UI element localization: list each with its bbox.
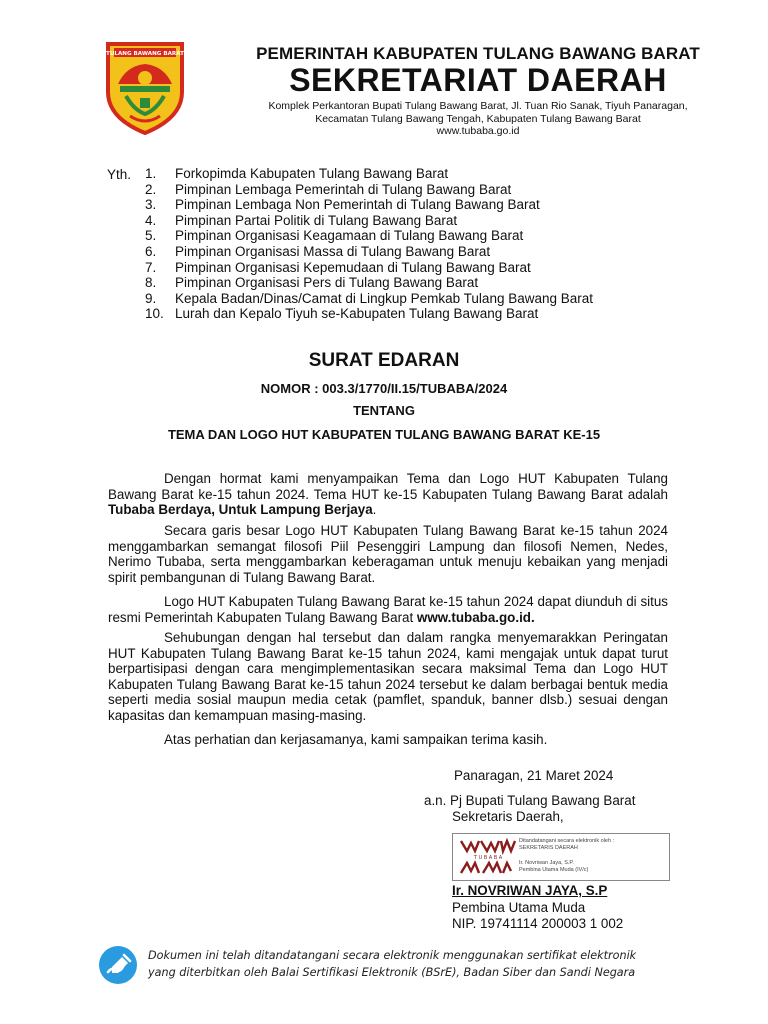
stamp-line-1: Ditandatangani secara elektronik oleh : (519, 838, 615, 844)
list-item-number: 8. (145, 275, 157, 291)
address-line-1: Komplek Perkantoran Bupati Tulang Bawang Barat, Jl. Tuan Rio Sanak, Tiyuh Panaragan, (268, 100, 688, 112)
list-item (145, 182, 593, 198)
list-item (145, 166, 593, 182)
stamp-text (519, 838, 614, 874)
paragraph-2-text: Secara garis besar Logo HUT Kabupaten Tulang Bawang Barat ke-15 tahun 2024 menggambarkan semangat filosofi Piil Pesenggiri Lampung dan filosofi Nemen, Nedes, Nerimo Tubaba, serta menggambarkan keberagaman untuk menuju kebaikan yang menjadi spirit pembangunan di Tulang Bawang Barat. (108, 523, 668, 585)
paragraph-5-text: Atas perhatian dan kerjasamanya, kami sampaikan terima kasih. (164, 732, 548, 747)
paragraph-4-text: Sehubungan dengan hal tersebut dan dalam rangka menyemarakkan Peringatan HUT Kabupaten Tulang Bawang Barat ke-15 tahun 2024, kami mengajak untuk dapat turut berpartisipasi dengan cara mengimplementasikan secara maksimal Tema dan Logo HUT Kabupaten Tulang Bawang Barat ke-15 tahun 2024 tersebut ke dalam berbagai bentuk media seperti media sosial maupun media cetak (pamflet, spanduk, banner dlsb.) sesuai dengan kapasitas dan kemampuan masing-masing. (108, 630, 668, 723)
list-item-number: 10. (145, 306, 164, 322)
signer-nip: NIP. 19741114 200003 1 002 (452, 916, 624, 931)
list-item-number: 4. (145, 212, 157, 228)
list-item-text: Kepala Badan/Dinas/Camat di Lingkup Pemkab Tulang Bawang Barat (175, 290, 594, 306)
list-item (145, 197, 593, 213)
document-number: NOMOR : 003.3/1770/II.15/TUBABA/2024 (260, 381, 508, 396)
list-item-text: Pimpinan Organisasi Pers di Tulang Bawang Barat (175, 275, 479, 291)
recipients-label: Yth. (107, 167, 132, 182)
list-item-number: 1. (145, 166, 157, 181)
document-subject: TEMA DAN LOGO HUT KABUPATEN TULANG BAWANG BARAT KE-15 (167, 427, 601, 442)
bsre-certificate-icon (98, 945, 138, 985)
signature-authority (424, 793, 635, 824)
list-item-number: 9. (145, 290, 157, 306)
footer-line-2: yang diterbitkan oleh Balai Sertifikasi Elektronik (BSrE), Badan Siber dan Sandi Negara (148, 966, 636, 979)
list-item (145, 260, 593, 276)
list-item (145, 244, 593, 260)
about-label: TENTANG (353, 403, 415, 418)
paragraph-4 (108, 630, 668, 724)
list-item-text: Pimpinan Organisasi Keagamaan di Tulang Bawang Barat (175, 228, 524, 244)
regency-emblem-icon (104, 40, 186, 136)
list-item-number: 3. (145, 197, 157, 213)
download-link[interactable]: www.tubaba.go.id. (416, 609, 535, 625)
stamp-line-3: Ir. Novriwan Jaya, S.P. (519, 860, 574, 866)
list-item-number: 6. (145, 243, 157, 259)
position-text: Sekretaris Daerah, (452, 808, 564, 824)
paragraph-1-text: Dengan hormat kami menyampaikan Tema dan Logo HUT Kabupaten Tulang Bawang Barat ke-15 tahun 2024. Tema HUT ke-15 Kabupaten Tulang Bawang Barat adalah (108, 471, 668, 502)
stamp-line-2: SEKRETARIS DAERAH (519, 845, 578, 851)
list-item-number: 5. (145, 228, 157, 244)
list-item-text: Lurah dan Kepalo Tiyuh se-Kabupaten Tulang Bawang Barat (175, 306, 539, 322)
stamp-line-4: Pembina Utama Muda (IV/c) (519, 867, 589, 873)
government-name: PEMERINTAH KABUPATEN TULANG BAWANG BARAT (256, 44, 700, 63)
signature-date: Panaragan, 21 Maret 2024 (454, 768, 614, 783)
list-item-text: Forkopimda Kabupaten Tulang Bawang Barat (175, 166, 449, 181)
footer-line-1: Dokumen ini telah ditandatangani secara elektronik menggunakan sertifikat elektronik (148, 949, 637, 962)
list-item-text: Pimpinan Lembaga Non Pemerintah di Tulang Bawang Barat (175, 197, 540, 213)
paragraph-2 (108, 523, 668, 585)
theme-text: Tubaba Berdaya, Untuk Lampung Berjaya (108, 502, 373, 518)
signer-rank: Pembina Utama Muda (452, 900, 586, 915)
emblem-text: TULANG BAWANG BARAT (106, 51, 184, 57)
website-text: www.tubaba.go.id (436, 125, 520, 137)
address-line-2: Kecamatan Tulang Bawang Tengah, Kabupaten Tulang Bawang Barat (315, 112, 641, 125)
list-item (145, 306, 593, 322)
on-behalf-text: a.n. Pj Bupati Tulang Bawang Barat (424, 793, 636, 808)
office-address (188, 100, 768, 138)
document-title: SURAT EDARAN (308, 350, 460, 371)
recipient-list (145, 166, 593, 322)
list-item (145, 213, 593, 229)
paragraph-5 (108, 732, 668, 748)
paragraph-3 (108, 594, 668, 625)
list-item-number: 2. (145, 181, 157, 197)
list-item-text: Pimpinan Organisasi Massa di Tulang Bawang Barat (175, 243, 491, 259)
list-item (145, 291, 593, 307)
list-item-text: Pimpinan Organisasi Kepemudaan di Tulang Bawang Barat (175, 259, 531, 275)
office-name: SEKRETARIAT DAERAH (289, 62, 667, 98)
list-item-number: 7. (145, 259, 157, 275)
paragraph-1 (108, 471, 668, 518)
list-item-text: Pimpinan Partai Politik di Tulang Bawang Barat (175, 212, 458, 228)
signer-name: Ir. NOVRIWAN JAYA, S.P (452, 883, 608, 898)
footer-note (148, 947, 636, 981)
stamp-logo-text: T U B A B A (473, 855, 503, 861)
list-item (145, 275, 593, 291)
paragraph-1-end: . (372, 502, 377, 518)
list-item-text: Pimpinan Lembaga Pemerintah di Tulang Bawang Barat (175, 181, 512, 197)
list-item (145, 228, 593, 244)
paragraph-3-text: Logo HUT Kabupaten Tulang Bawang Barat ke-15 tahun 2024 dapat diunduh di situs resmi Pemerintah Kabupaten Tulang Bawang Barat (108, 594, 668, 625)
tubaba-signature-logo-icon (459, 837, 519, 877)
